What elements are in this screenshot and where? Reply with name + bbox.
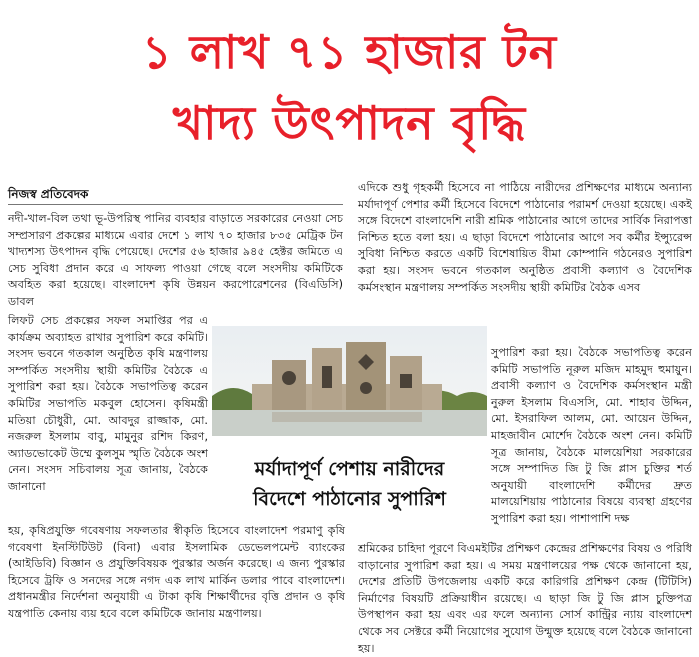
article-1-paragraph-top: নদী-খাল-বিল তথা ভূ-উপরিস্থ পানির ব্যবহার বাড়াতে সরকারের নেওয়া সেচ সম্প্রসারণ প্রকল্পের মাধ্যমে এবার দেশে ১ লাখ ৭০ হাজার ৮৩৫ মেট্রিক টন খাদ্যশস্য উৎপাদন বৃদ্ধি পেয়েছে। দেশের ৫৬ হাজার ৯৪৫ হেক্টর জমিতে এ সেচ সুবিধা প্রদান করে এ সাফল্য পাওয়া গেছে বলে সংসদীয় কমিটিকে অবহিত করা হয়েছে। বাংলাদেশ কৃষি উন্নয়ন করপোরেশনের (বিএডিসি) ডাবল <box>8 212 343 308</box>
subheadline <box>212 440 487 532</box>
parliament-building-photo <box>212 326 487 436</box>
subheadline-line-1: মর্যাদাপূর্ণ পেশায় নারীদের <box>254 458 445 480</box>
article-2-paragraph-bottom: শ্রমিকের চাহিদা পূরণে বিএমইটির প্রশিক্ষণ কেন্দ্রের প্রশিক্ষণের বিষয় ও পরিধি বাড়ানোর সুপারিশ করা হয়। এ সময় মন্ত্রণালয়ের পক্ষ থেকে জানানো হয়, দেশের প্রতিটি উপজেলায় একটি করে কারিগরি প্রশিক্ষণ কেন্দ্র (টিটিসি) নির্মাণের বিষয়টি প্রক্রিয়াধীন রয়েছে। এ ছাড়া জি টু জি প্লাস চুক্তিপত্র উপস্থাপন করা হয় এবং এর ফলে অন্যান্য সোর্স কান্ট্রির ন্যায় বাংলাদেশ থেকে সব সেক্টরে কর্মী নিয়োগের সুযোগ উন্মুক্ত হয়েছে বলে বৈঠকে জানানো হয়। <box>358 542 692 655</box>
headline-line-1: ১ লাখ ৭১ হাজার টন <box>141 25 558 79</box>
article-2-paragraph-right: সুপারিশ করা হয়। বৈঠকে সভাপতিত্ব করেন কমিটি সভাপতি নূরুল মজিদ মাহমুদ হুমায়ুন। প্রবাসী কল্যাণ ও বৈদেশিক কর্মসংস্থান মন্ত্রী নুরুল ইসলাম বিএসসি, মো. শাহাব উদ্দিন, মো. ইসরাফিল আলম, মো. আয়েন উদ্দিন, মাহজাবীন মোর্শেদ বৈঠকে অংশ নেন। কমিটি সূত্র জানায়, বৈঠকে মালয়েশিয়া সরকারের সঙ্গে সম্পাদিত জি টু জি প্লাস চুক্তির শর্ত অনুযায়ী বাংলাদেশি কর্মীদের দ্রুত মালয়েশিয়ায় পাঠানোর বিষয়ে ব্যবস্থা গ্রহণের সুপারিশ করা হয়। পাশাপাশি দক্ষ <box>491 346 692 525</box>
article-1-paragraph-left: লিফট সেচ প্রকল্পের সফল সমাপ্তির পর এ কার্যক্রম অব্যাহত রাখার সুপারিশ করে কমিটি। সংসদ ভবনে গতকাল অনুষ্ঠিত কৃষি মন্ত্রণালয় সম্পর্কিত সংসদীয় স্থায়ী কমিটির বৈঠকে এ সুপারিশ করা হয়। বৈঠকে সভাপতিত্ব করেন কমিটির সভাপতি মকবুল হোসেন। কৃষিমন্ত্রী মতিয়া চৌধুরী, মো. আবদুর রাজ্জাক, মো. নজরুল ইসলাম বাবু, মামুনুর রশিদ কিরণ, অ্যাডভোকেট উম্মে কুলসুম স্মৃতি বৈঠকে অংশ নেন। সংসদ সচিবালয় সূত্র জানায়, বৈঠকে জানানো <box>8 314 208 493</box>
article-1-paragraph-bottom: হয়, কৃষিপ্রযুক্তি গবেষণায় সফলতার স্বীকৃতি হিসেবে বাংলাদেশ পরমাণু কৃষি গবেষণা ইনস্টিটিউট (বিনা) এবার ইসলামিক ডেভেলপমেন্ট ব্যাংকের (আইডিবি) বিজ্ঞান ও প্রযুক্তিবিষয়ক পুরস্কার অর্জন করেছে। এ জন্য পুরস্কার হিসেবে ট্রফি ও সনদের সঙ্গে নগদ এক লাখ মার্কিন ডলার পাবে বাংলাদেশ। প্রধানমন্ত্রীর নির্দেশনা অনুযায়ী এ টাকা কৃষি শিক্ষার্থীদের বৃত্তি প্রদান ও কৃষি যন্ত্রপাতি কেনায় ব্যয় হবে বলে কমিটিকে জানায় মন্ত্রণালয়। <box>8 524 345 620</box>
subheadline-line-2: বিদেশে পাঠানোর সুপারিশ <box>253 488 446 510</box>
byline: নিজস্ব প্রতিবেদক <box>8 186 343 205</box>
article-2-paragraph-top: এদিকে শুধু গৃহকর্মী হিসেবে না পাঠিয়ে নারীদের প্রশিক্ষণের মাধ্যমে অন্যান্য মর্যাদাপূর্ণ পেশার কর্মী হিসেবে বিদেশে পাঠানোর পরামর্শ দেওয়া হয়েছে। একই সঙ্গে বিদেশে বাংলাদেশি নারী শ্রমিক পাঠানোর আগে তাদের সার্বিক নিরাপত্তা নিশ্চিত হতে বলা হয়। এ ছাড়া বিদেশে পাঠানোর আগে সব কর্মীর ইন্স্যুরেন্স সুবিধা নিশ্চিত করতে একটি বিশেষায়িত বীমা কোম্পানি গঠনেরও সুপারিশ করা হয়। সংসদ ভবনে গতকাল অনুষ্ঠিত প্রবাসী কল্যাণ ও বৈদেশিক কর্মসংস্থান মন্ত্রণালয় সম্পর্কিত সংসদীয় স্থায়ী কমিটির বৈঠক এসব <box>358 181 692 294</box>
headline-line-2: খাদ্য উৎপাদন বৃদ্ধি <box>172 96 527 150</box>
